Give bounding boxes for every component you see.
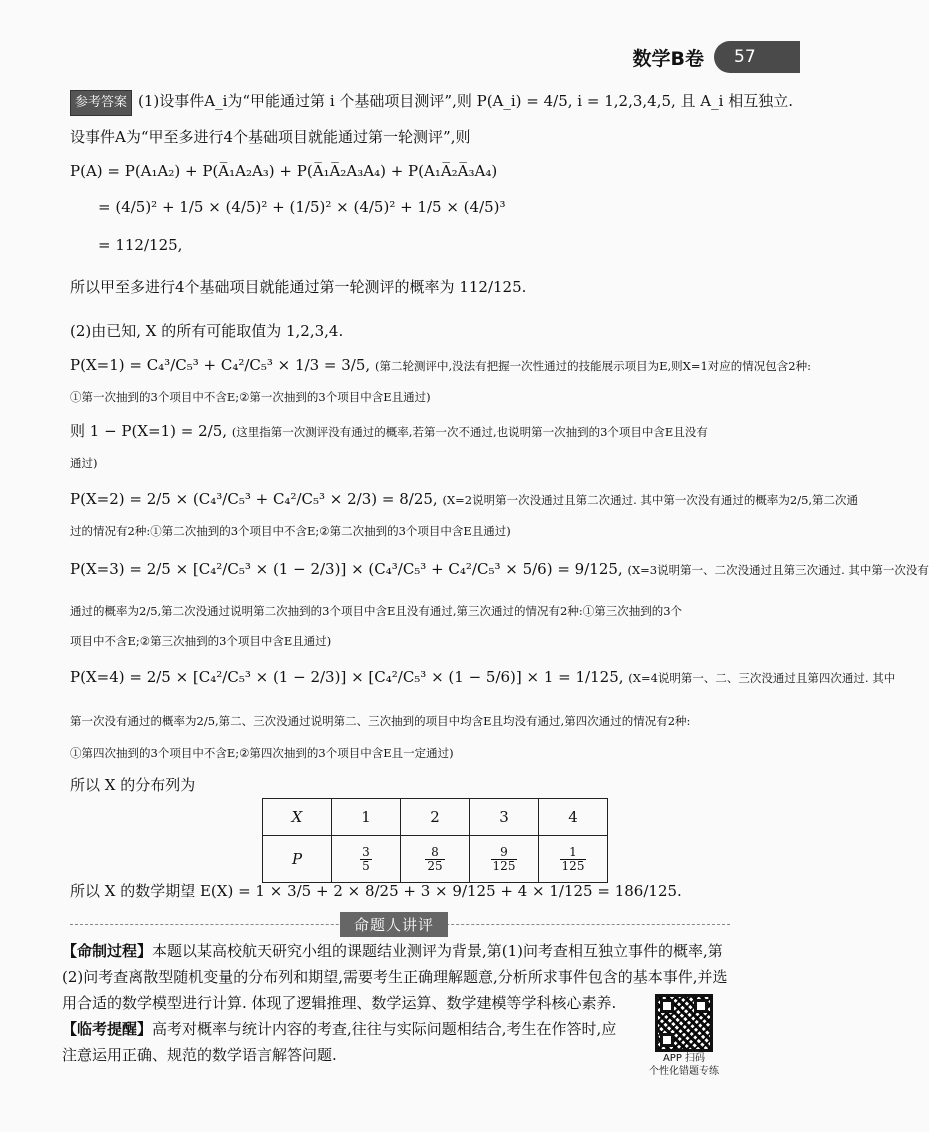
px3-line (70, 558, 929, 581)
px4-note-cont-1: 第一次没有通过的概率为2/5,第二、三次没通过说明第二、三次抽到的项目中均含E且均没有通过,第四次通过的情况有2种: (70, 714, 691, 728)
denominator: 125 (492, 858, 516, 873)
tips-tag: 【临考提醒】 (62, 1020, 153, 1038)
complement-note: (这里指第一次测评没有通过的概率,若第一次不通过,也说明第一次抽到的3个项目中含E且没有 (231, 425, 708, 439)
denominator: 5 (362, 858, 370, 873)
table-cell: 3 (470, 799, 539, 836)
table-cell (470, 836, 539, 883)
px2-note-cont: 过的情况有2种:①第二次抽到的3个项目中不含E;②第二次抽到的3个项目中含E且通过) (70, 524, 511, 538)
denominator: 25 (427, 858, 443, 873)
numerator: 8 (425, 846, 444, 860)
process-text: 本题以某高校航天研究小组的课题结业测评为背景,第(1)问考查相互独立事件的概率,第(2)问考查离散型随机变量的分布列和期望,需要考生正确理解题意,分析所求事件包含的基本事件,并选用合适的数学模型进行计算. 体现了逻辑推理、数学运算、数学建模等学科核心素养. (62, 942, 728, 1012)
distribution-intro: 所以 X 的分布列为 (70, 776, 196, 794)
answer-text-1: (1)设事件A_i为“甲能通过第 i 个基础项目测评”,则 P(A_i) = 4/5, i = 1,2,3,4,5, 且 A_i 相互独立. (138, 92, 793, 110)
answer-line-1 (70, 90, 793, 116)
page-number: 57 (714, 41, 800, 73)
table-row (263, 799, 608, 836)
table-row (263, 836, 608, 883)
process-tag: 【命制过程】 (62, 942, 153, 960)
equation-pa-result: = 112/125, (98, 236, 183, 254)
numerator: 9 (491, 846, 518, 860)
answer-line-2: 设事件A为“甲至多进行4个基础项目就能通过第一轮测评”,则 (70, 128, 471, 146)
qr-block[interactable] (646, 994, 722, 1078)
equation-pa-expand: = (4/5)² + 1/5 × (4/5)² + (1/5)² × (4/5)² + 1/5 × (4/5)³ (98, 198, 506, 216)
table-cell: 1 (332, 799, 401, 836)
tips-text: 高考对概率与统计内容的考查,往往与实际问题相结合,考生在作答时,应注意运用正确、规范的数学语言解答问题. (62, 1020, 617, 1064)
px2-line (70, 488, 858, 511)
table-cell (539, 836, 608, 883)
px1-note: (第二轮测评中,没法有把握一次性通过的技能展示项目为E,则X=1对应的情况包含2种: (374, 359, 811, 373)
numerator: 1 (560, 846, 587, 860)
denominator: 125 (561, 858, 585, 873)
complement-line (70, 420, 708, 443)
px3-note-cont-1: 通过的概率为2/5,第二次没通过说明第二次抽到的3个项目中含E且没有通过,第三次通过的情况有2种:①第三次抽到的3个 (70, 604, 683, 618)
page-header (633, 40, 800, 74)
answer-badge: 参考答案 (70, 90, 132, 116)
table-head-p: P (263, 836, 332, 883)
px3-note: (X=3说明第一、二次没通过且第三次通过. 其中第一次没有 (627, 563, 929, 577)
qr-code-icon[interactable] (655, 994, 713, 1052)
commentary-tips (62, 1016, 628, 1068)
table-head-x: X (263, 799, 332, 836)
complement-note-cont: 通过) (70, 456, 98, 470)
distribution-table (262, 798, 608, 883)
table-cell: 2 (401, 799, 470, 836)
table-cell (332, 836, 401, 883)
px1-equation: P(X=1) = C₄³/C₅³ + C₄²/C₅³ × 1/3 = 3/5, (70, 356, 371, 374)
px4-note: (X=4说明第一、二、三次没通过且第四次通过. 其中 (628, 671, 896, 685)
px4-line (70, 666, 895, 689)
px4-note-cont-2: ①第四次抽到的3个项目中不含E;②第四次抽到的3个项目中含E且一定通过) (70, 746, 454, 760)
px4-equation: P(X=4) = 2/5 × [C₄²/C₅³ × (1 − 2/3)] × [C₄²/C₅³ × (1 − 5/6)] × 1 = 1/125, (70, 668, 624, 686)
commentary-process (62, 938, 734, 1016)
px1-line (70, 354, 811, 377)
qr-caption-1: APP 扫码 (662, 1053, 706, 1064)
px3-equation: P(X=3) = 2/5 × [C₄²/C₅³ × (1 − 2/3)] × (C₄³/C₅³ + C₄²/C₅³ × 5/6) = 9/125, (70, 560, 623, 578)
qr-caption-2: 个性化错题专练 (649, 1066, 719, 1077)
complement-equation: 则 1 − P(X=1) = 2/5, (70, 422, 228, 440)
px1-note-cont: ①第一次抽到的3个项目中不含E;②第一次抽到的3个项目中含E且通过) (70, 390, 431, 404)
answer-part-2-intro: (2)由已知, X 的所有可能取值为 1,2,3,4. (70, 322, 344, 340)
commentary-banner: 命题人讲评 (340, 912, 448, 937)
equation-pa: P(A) = P(A₁A₂) + P(A̅₁A₂A₃) + P(A̅₁A̅₂A₃A₄) + P(A₁A̅₂A̅₃A₄) (70, 162, 498, 180)
expectation-line: 所以 X 的数学期望 E(X) = 1 × 3/5 + 2 × 8/25 + 3 × 9/125 + 4 × 1/125 = 186/125. (70, 882, 682, 900)
answer-conclusion-1: 所以甲至多进行4个基础项目就能通过第一轮测评的概率为 112/125. (70, 278, 527, 296)
px3-note-cont-2: 项目中不含E;②第三次抽到的3个项目中含E且通过) (70, 634, 332, 648)
px2-note: (X=2说明第一次没通过且第二次通过. 其中第一次没有通过的概率为2/5,第二次通 (442, 493, 859, 507)
px2-equation: P(X=2) = 2/5 × (C₄³/C₅³ + C₄²/C₅³ × 2/3) = 8/25, (70, 490, 438, 508)
table-cell (401, 836, 470, 883)
numerator: 3 (362, 844, 370, 859)
header-title: 数学B卷 (632, 47, 704, 70)
table-cell: 4 (539, 799, 608, 836)
